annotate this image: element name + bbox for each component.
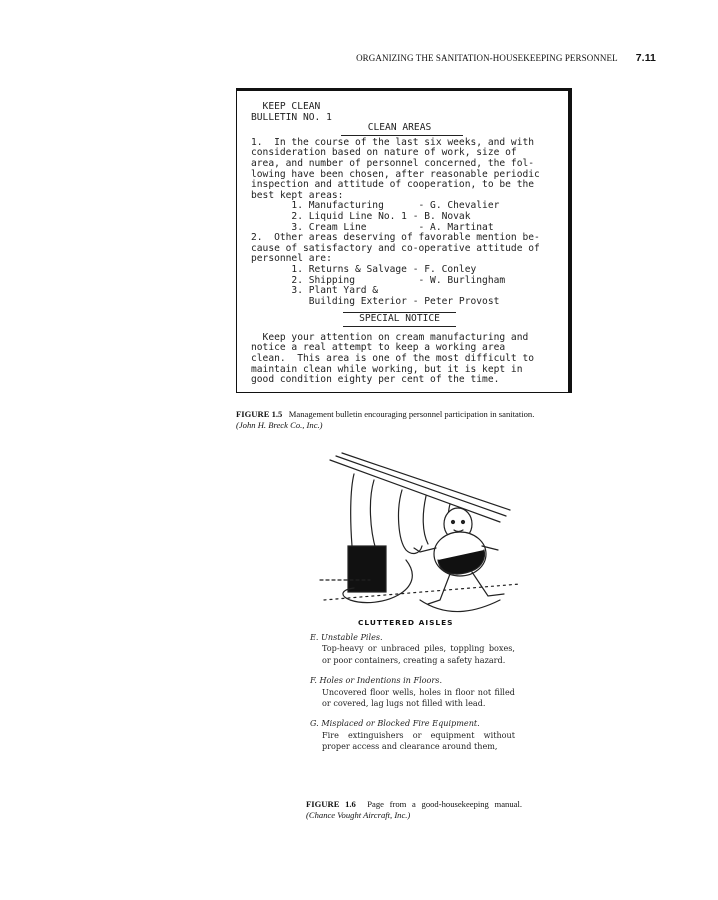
cartoon-label: CLUTTERED AISLES — [358, 618, 454, 627]
manual-item-heading: F. Holes or Indentions in Floors. — [310, 675, 443, 686]
page-number: 7.11 — [635, 52, 656, 64]
figure-1-5-caption — [236, 409, 616, 431]
bulletin-line: consideration based on nature of work, size of — [251, 147, 517, 159]
manual-item — [310, 632, 515, 666]
manual-item-body: Uncovered floor wells, holes in floor not filled or covered, lag lugs not filled with lead. — [322, 686, 515, 709]
bulletin-line: 3. Cream Line - A. Martinat — [251, 221, 494, 233]
figure-label: FIGURE 1.5 — [236, 409, 283, 419]
figure-credit: (Chance Vought Aircraft, Inc.) — [306, 810, 411, 820]
figure-label: FIGURE 1.6 — [306, 799, 356, 809]
notice-title: SPECIAL NOTICE — [343, 312, 456, 327]
manual-item — [310, 718, 515, 752]
notice-line: good condition eighty per cent of the time. — [251, 374, 500, 386]
bulletin-line: area, and number of personnel concerned, the fol- — [251, 157, 535, 169]
bulletin-line: best kept areas: — [251, 189, 344, 201]
bulletin-line: personnel are: — [251, 253, 332, 265]
bulletin-line: Building Exterior - Peter Provost — [251, 295, 500, 307]
figure-caption-text: Management bulletin encouraging personnel participation in sanitation. — [288, 409, 535, 419]
bulletin-line: 2. Liquid Line No. 1 - B. Novak — [251, 210, 471, 222]
running-head — [0, 52, 656, 64]
notice-line: notice a real attempt to keep a working area — [251, 342, 506, 354]
manual-item-body: Fire extinguishers or equipment without proper access and clearance around them, — [322, 729, 515, 752]
bulletin-line: KEEP CLEAN — [251, 101, 321, 112]
section-title: CLEAN AREAS — [367, 122, 432, 134]
notice-line: maintain clean while working, but it is kept in — [251, 363, 523, 375]
manual-item-body: Top-heavy or unbraced piles, toppling boxes, or poor containers, creating a safety hazard. — [322, 643, 515, 665]
bulletin-line: 3. Plant Yard & — [251, 285, 379, 297]
bulletin-line: cause of satisfactory and co-operative attitude of — [251, 242, 540, 254]
running-head-title: ORGANIZING THE SANITATION-HOUSEKEEPING PERSONNEL — [356, 53, 618, 63]
manual-item-heading: E. Unstable Piles. — [310, 632, 383, 642]
bulletin-line: 1. In the course of the last six weeks, and with — [251, 136, 535, 148]
bulletin-line: 2. Shipping - W. Burlingham — [251, 274, 506, 286]
figure-credit: (John H. Breck Co., Inc.) — [236, 420, 323, 430]
bulletin-line: 1. Manufacturing - G. Chevalier — [251, 200, 500, 212]
notice-line: Keep your attention on cream manufacturing and — [251, 331, 529, 343]
notice-line: clean. This area is one of the most difficult to — [251, 353, 535, 365]
manual-item — [310, 675, 515, 709]
figure-1-6-caption — [306, 799, 522, 821]
housekeeping-manual-text — [310, 632, 515, 762]
manual-item-heading: G. Misplaced or Blocked Fire Equipment. — [310, 718, 480, 729]
bulletin-figure — [236, 88, 572, 393]
bulletin-line: 2. Other areas deserving of favorable mention be- — [251, 232, 540, 244]
bulletin-line: 1. Returns & Salvage - F. Conley — [251, 263, 477, 275]
bulletin-line: lowing have been chosen, after reasonable periodic — [251, 168, 540, 180]
figure-caption-text: Page from a good-housekeeping manual. — [367, 799, 522, 809]
cluttered-aisles-illustration — [310, 450, 530, 632]
bulletin-line: BULLETIN NO. 1 — [251, 111, 332, 123]
bulletin-line: inspection and attitude of cooperation, to be the — [251, 179, 535, 191]
